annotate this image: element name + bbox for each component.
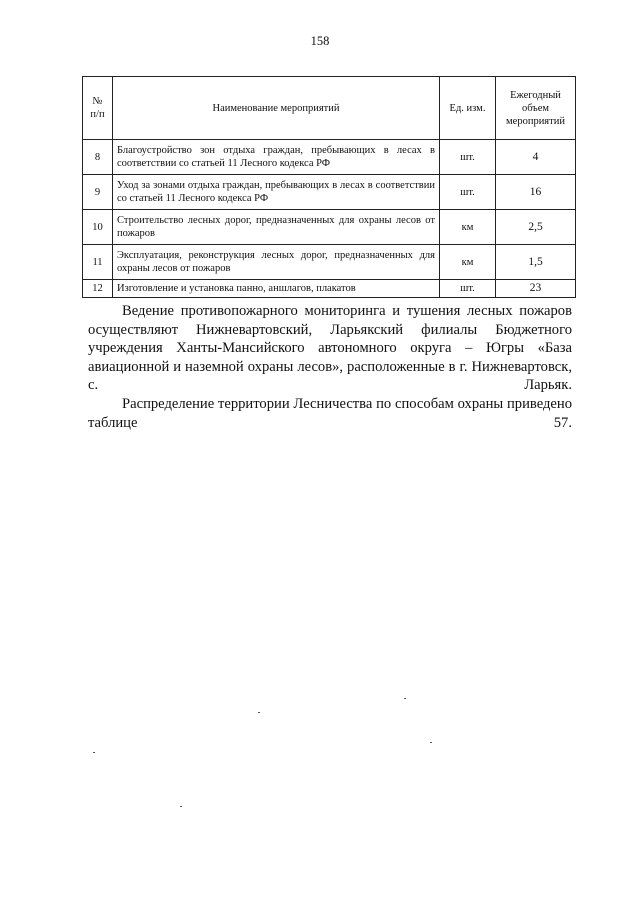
- row-volume-value: 1,5: [528, 255, 543, 268]
- table-row: [83, 210, 576, 245]
- scan-speck: [258, 712, 260, 713]
- row-unit: км: [440, 245, 496, 280]
- paragraph-text: Ведение противопожарного мониторинга и тушения лесных пожаров осуществляют Нижневартовский, Ларьякский филиалы Бюджетного учреждения Ханты-Мансийского автономного округа – Югры «База авиационной и наземной охраны лесов», расположенные в г. Нижневартовск, с. Ларьяк.: [88, 303, 572, 394]
- paragraph-text: Распределение территории Лесничества по способам охраны приведено таблице 57.: [88, 396, 572, 431]
- row-volume-value: 23: [529, 282, 542, 294]
- row-name: Уход за зонами отдыха граждан, пребывающих в лесах в соответствии со статьей 11 Лесного кодекса РФ: [113, 175, 440, 210]
- header-unit: Ед. изм.: [440, 77, 496, 140]
- row-name: Изготовление и установка панно, аншлагов, плакатов: [113, 280, 440, 298]
- header-name: Наименование мероприятий: [113, 77, 440, 140]
- row-volume: [496, 175, 576, 210]
- measures-table: [82, 76, 576, 298]
- row-volume: [496, 280, 576, 298]
- row-name: Строительство лесных дорог, предназначенных для охраны лесов от пожаров: [113, 210, 440, 245]
- row-num: 12: [83, 280, 113, 298]
- row-unit: шт.: [440, 175, 496, 210]
- scan-speck: [404, 698, 406, 699]
- table-row: [83, 280, 576, 298]
- row-volume: [496, 140, 576, 175]
- scan-speck: [430, 742, 432, 743]
- row-num: 8: [83, 140, 113, 175]
- row-volume-value: 4: [532, 150, 539, 163]
- row-num: 11: [83, 245, 113, 280]
- row-volume-value: 16: [529, 185, 542, 198]
- row-unit: шт.: [440, 140, 496, 175]
- table-row: [83, 175, 576, 210]
- scan-speck: [93, 752, 95, 753]
- table-row: [83, 140, 576, 175]
- row-volume: [496, 245, 576, 280]
- header-volume: Ежегодный объем мероприятий: [496, 77, 576, 140]
- row-num: 10: [83, 210, 113, 245]
- table-row: [83, 245, 576, 280]
- page-number: 158: [310, 34, 330, 48]
- row-num: 9: [83, 175, 113, 210]
- row-unit: км: [440, 210, 496, 245]
- paragraph-territory-distribution: [88, 395, 572, 432]
- header-num: № п/п: [83, 77, 113, 140]
- row-volume: [496, 210, 576, 245]
- row-name: Благоустройство зон отдыха граждан, пребывающих в лесах в соответствии со статьей 11 Лесного кодекса РФ: [113, 140, 440, 175]
- paragraph-fire-monitoring: [88, 302, 572, 395]
- scan-speck: [180, 806, 182, 807]
- row-unit: шт.: [440, 280, 496, 298]
- row-name: Эксплуатация, реконструкция лесных дорог, предназначенных для охраны лесов от пожаров: [113, 245, 440, 280]
- row-volume-value: 2,5: [528, 220, 543, 233]
- table-header-row: [83, 77, 576, 140]
